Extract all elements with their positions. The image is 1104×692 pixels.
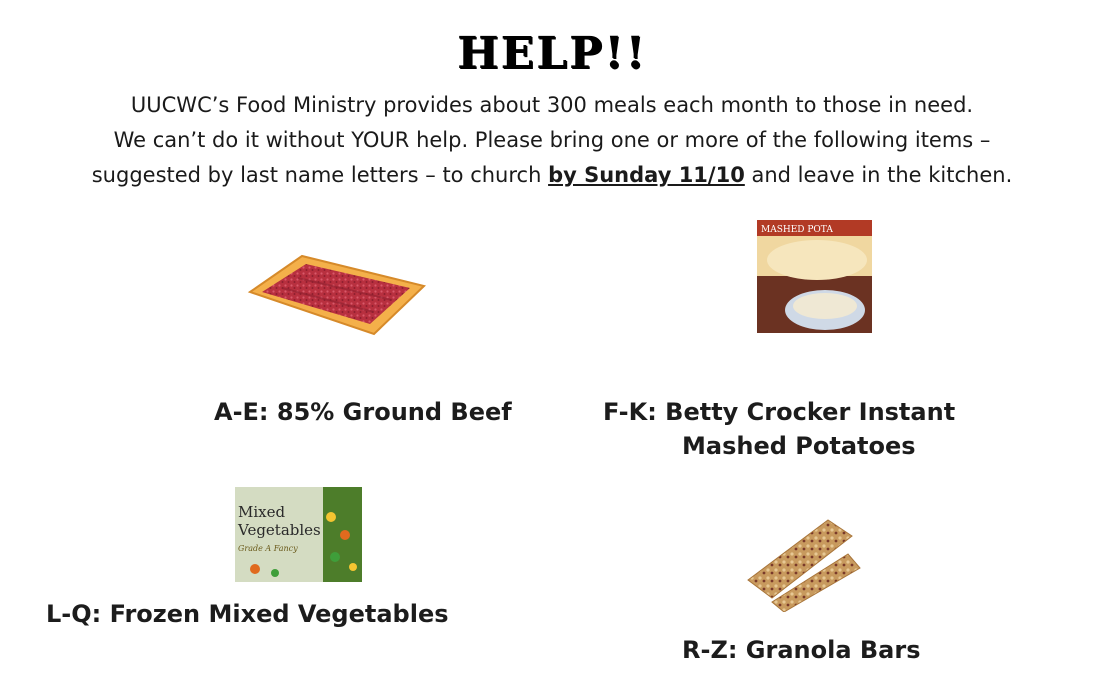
ground-beef-image <box>242 248 426 336</box>
intro-line-2: We can’t do it without YOUR help. Please bring one or more of the following items – <box>113 128 991 152</box>
mixed-vegetables-image <box>235 487 362 582</box>
item-label-ground-beef: A-E: 85% Ground Beef <box>214 398 512 426</box>
intro-line-3-start: suggested by last name letters – to church <box>91 163 549 187</box>
intro-text <box>0 88 1104 193</box>
item-label-mixed-vegetables: L-Q: Frozen Mixed Vegetables <box>46 600 449 628</box>
deadline-text: by Sunday 11/10 <box>548 163 745 187</box>
intro-line-3-end: and leave in the kitchen. <box>744 163 1013 187</box>
intro-line-3 <box>0 158 1104 193</box>
granola-bars-image <box>742 512 862 612</box>
veg-bag-text-3: Grade A Fancy <box>238 544 298 553</box>
mashed-potatoes-image <box>757 220 872 333</box>
intro-line-1: UUCWC’s Food Ministry provides about 300 meals each month to those in need. <box>130 93 974 117</box>
veg-bag-text-1: Mixed <box>238 503 286 521</box>
veg-bag-text-2: Vegetables <box>238 521 321 539</box>
item-label-granola-bars: R-Z: Granola Bars <box>682 636 921 664</box>
item-label-mashed-potatoes-line-1: F-K: Betty Crocker Instant <box>603 398 956 426</box>
potato-box-text: MASHED POTA <box>761 225 833 235</box>
item-label-mashed-potatoes-line-2: Mashed Potatoes <box>682 432 916 460</box>
page-title: HELP!! <box>457 28 647 79</box>
